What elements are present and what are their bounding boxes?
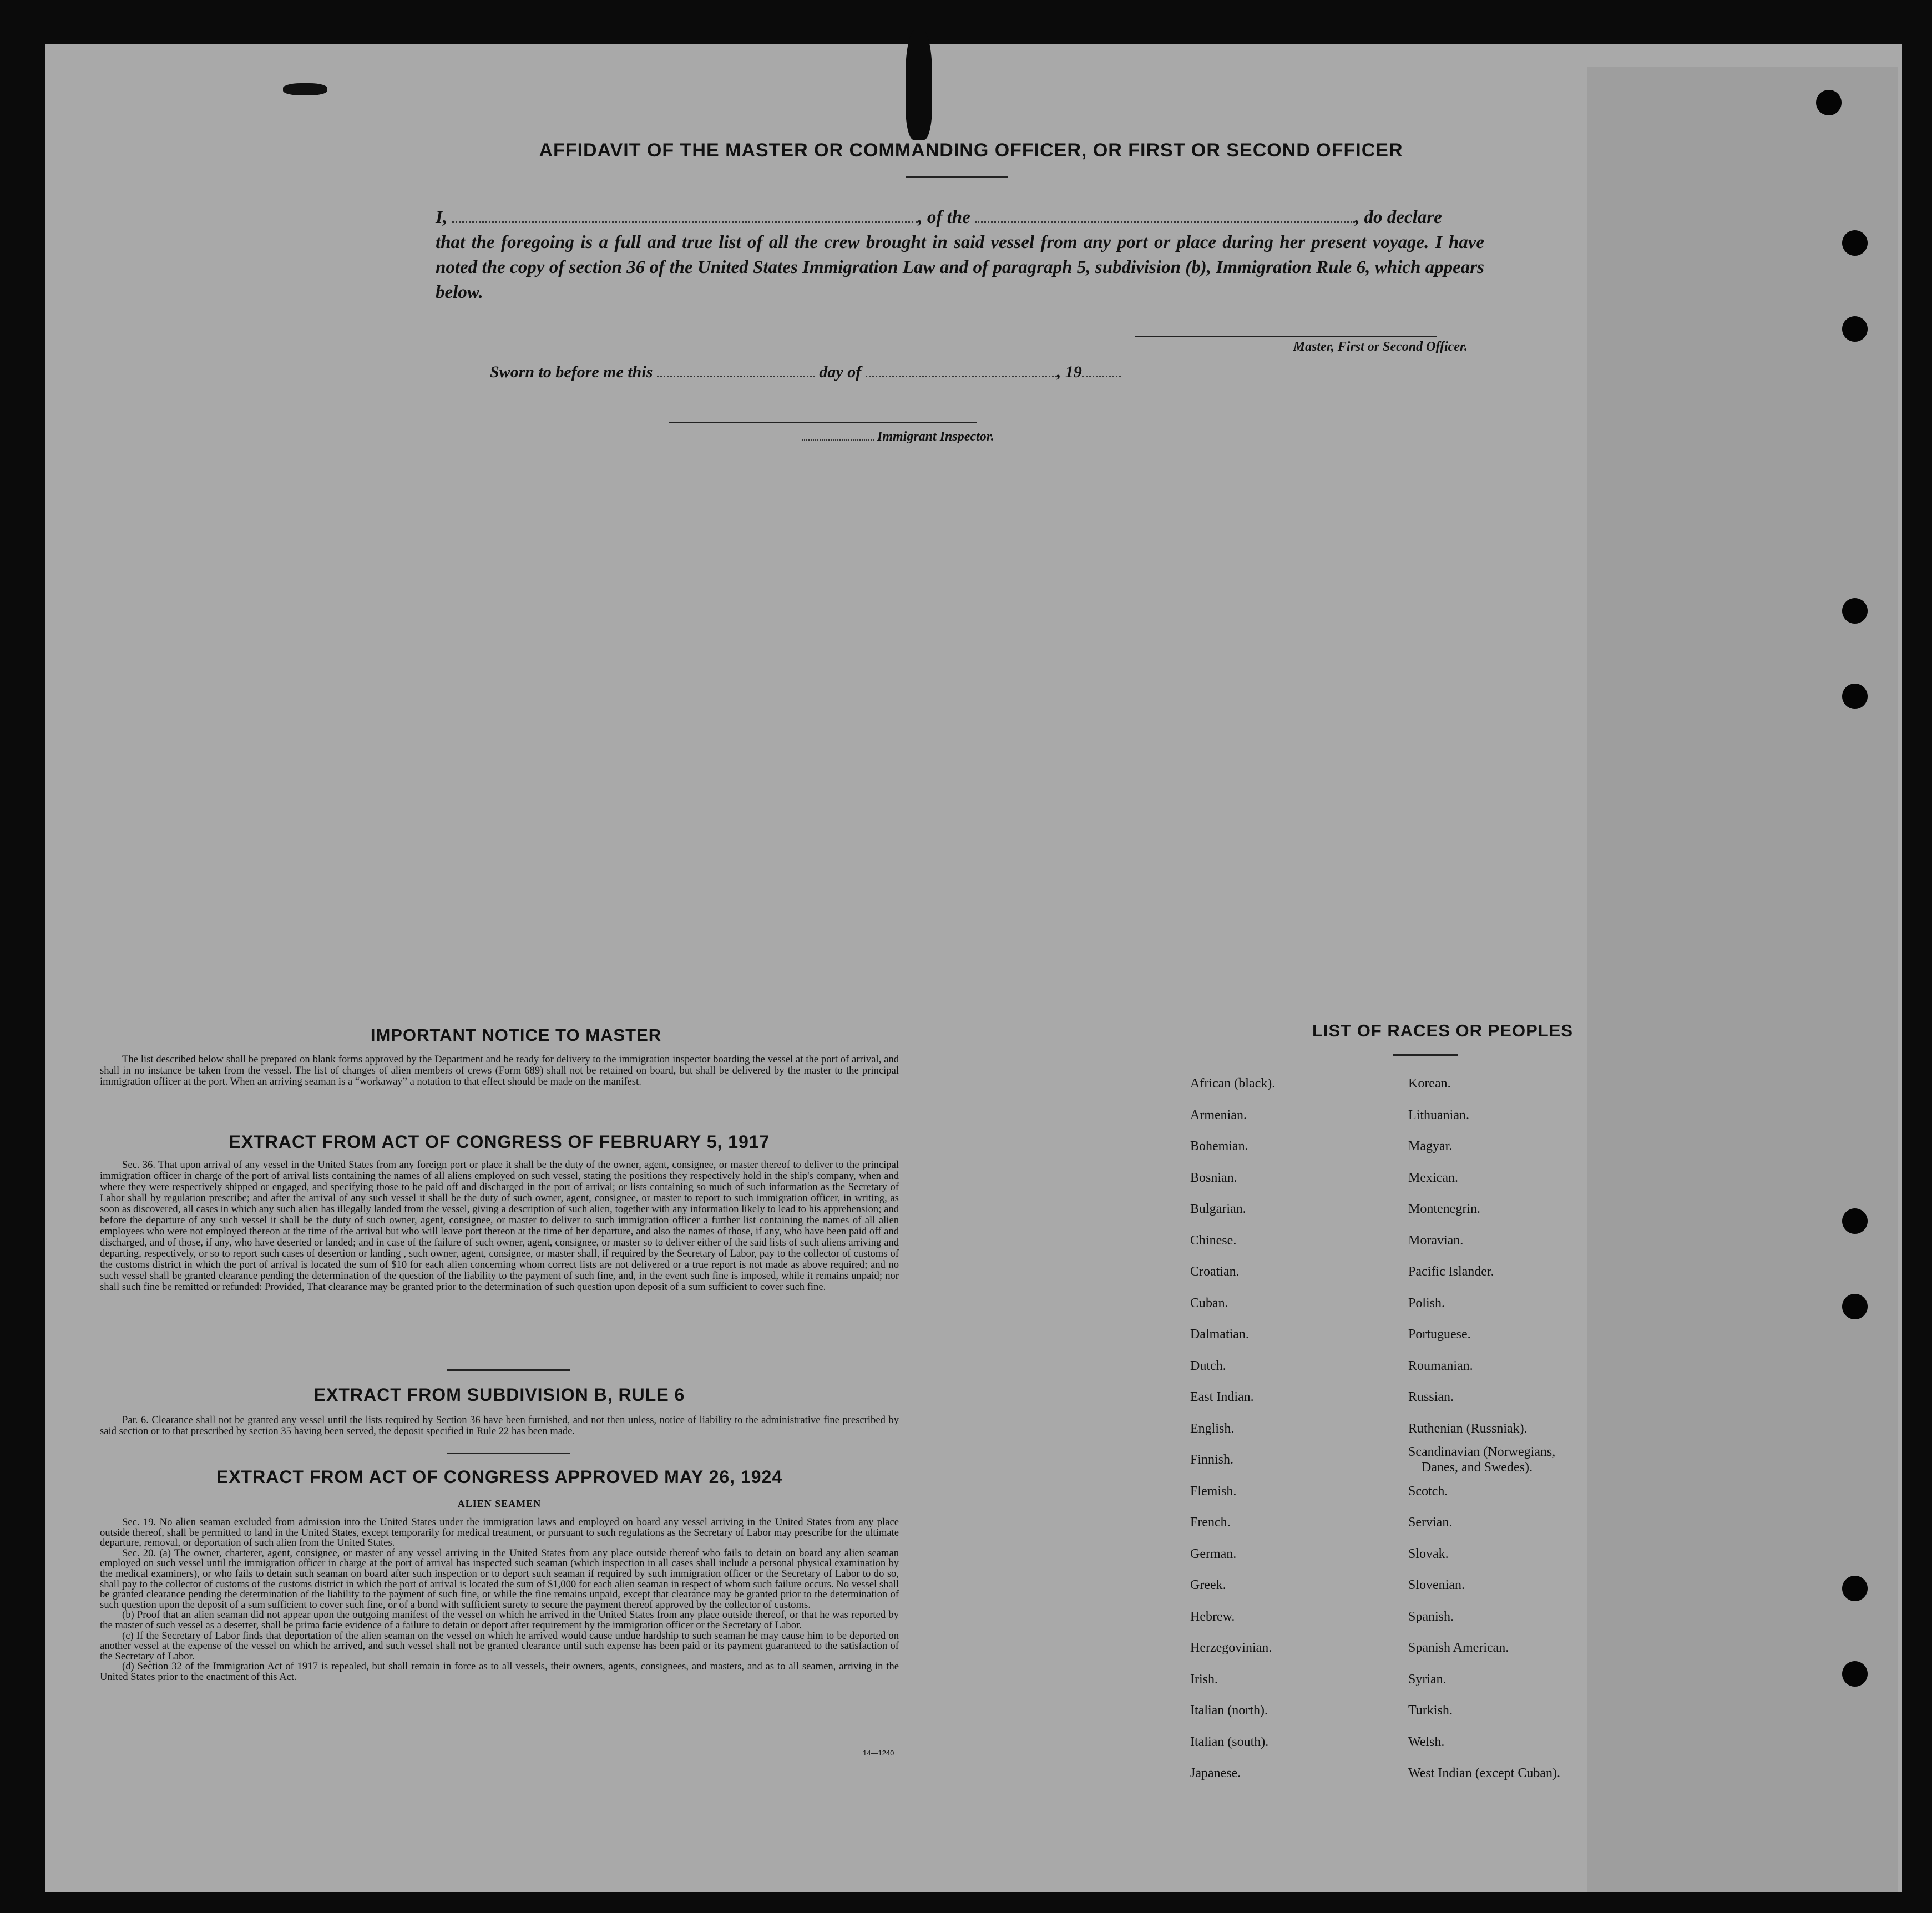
- extract-1917-text: [100, 1160, 899, 1293]
- punch-hole: [1842, 1294, 1868, 1319]
- punch-hole: [1842, 1576, 1868, 1601]
- punch-hole: [1842, 684, 1868, 709]
- declaration-do-declare: , do declare: [1355, 208, 1442, 227]
- divider-rule: [447, 1369, 570, 1371]
- race-item: Cuban.: [1190, 1295, 1228, 1310]
- race-item: Japanese.: [1190, 1766, 1241, 1780]
- inspector-name-field[interactable]: [802, 439, 874, 441]
- extract-1917-title: EXTRACT FROM ACT OF CONGRESS OF FEBRUARY 5, 1917: [229, 1132, 770, 1152]
- race-item: Bulgarian.: [1190, 1202, 1246, 1216]
- punch-hole: [1842, 1208, 1868, 1234]
- race-item: English.: [1190, 1421, 1235, 1436]
- race-item: Greek.: [1190, 1578, 1226, 1592]
- affidavit-title: AFFIDAVIT OF THE MASTER OR COMMANDING OFFICER, OR FIRST OR SECOND OFFICER: [539, 140, 1403, 161]
- affidavit-statement: [436, 205, 1484, 305]
- race-item: Ruthenian (Russniak).: [1408, 1421, 1528, 1436]
- race-item: Portuguese.: [1408, 1327, 1471, 1342]
- master-signature-label: Master, First or Second Officer.: [1293, 340, 1468, 354]
- race-item: Spanish.: [1408, 1609, 1454, 1624]
- race-item: African (black).: [1190, 1076, 1276, 1091]
- race-item: Mexican.: [1408, 1170, 1458, 1185]
- race-item: Armenian.: [1190, 1107, 1247, 1122]
- extract-rule6-title: EXTRACT FROM SUBDIVISION B, RULE 6: [313, 1385, 685, 1405]
- master-signature-line[interactable]: [1135, 336, 1437, 337]
- vessel-name-field[interactable]: [975, 221, 1355, 223]
- race-item: Roumanian.: [1408, 1358, 1473, 1373]
- race-item: Italian (north).: [1190, 1703, 1268, 1718]
- race-item: Servian.: [1408, 1515, 1453, 1530]
- extract-1924-text: [100, 1517, 899, 1683]
- notice-paragraph: The list described below shall be prepared on blank forms approved by the Department and be ready for delivery to the immigration inspector boarding the vessel at the port of arrival, and shall in no instance be taken from the vessel. The list of changes of alien members of crews (Form 689) shall not be retained on board, but shall be delivered by the master to the principal immigration officer at the port. When an arriving seaman is a “workaway” a notation to that effect should be made on the manifest.: [100, 1054, 899, 1087]
- sec-20a-paragraph: Sec. 20. (a) The owner, charterer, agent, consignee, or master of any vessel arriving in the United States from any place outside thereof who fails to detain on board any alien seaman employed on such vessel until the immigration officer in charge at the port of arrival has inspected such seaman (which inspection in all cases shall include a personal physical examination by the medical examiners), or who fails to detain such seaman on board after such inspection or to deport such seaman if required by such immigration officer or the Secretary of Labor to do so, shall pay to the collector of customs of the customs district in which the port of arrival is located the sum of $1,000 for each alien seaman in respect of whom such failure occurs. No vessel shall be granted clearance pending the determination of the liability to the payment of such fine, or while the fine remains unpaid, except that clearance may be granted prior to the determination of such question upon the deposit of a sum sufficient to cover such fine, or of a bond with sufficient surety to secure the payment thereof approved by the collector of customs.: [100, 1547, 899, 1611]
- race-item: Bohemian.: [1190, 1139, 1248, 1153]
- declaration-of-the: , of the: [918, 208, 970, 227]
- punch-hole: [1842, 230, 1868, 256]
- race-item: Bosnian.: [1190, 1170, 1237, 1185]
- sec-19-paragraph: Sec. 19. No alien seaman excluded from admission into the United States under the immigration laws and employed on board any vessel arriving in the United States from any place outside thereof, shall be permitted to land in the United States, except temporarily for medical treatment, or pursuant to such regulations as the Secretary of Labor may prescribe for the ultimate departure, removal, or deportation of such alien from the United States.: [100, 1516, 899, 1549]
- race-item: Hebrew.: [1190, 1609, 1235, 1624]
- race-item: Magyar.: [1408, 1139, 1453, 1153]
- race-item: Moravian.: [1408, 1233, 1464, 1248]
- race-item: Syrian.: [1408, 1672, 1447, 1687]
- race-item: Spanish American.: [1408, 1641, 1509, 1655]
- sworn-day-field[interactable]: [657, 376, 815, 377]
- inspector-signature-line[interactable]: [669, 422, 977, 423]
- affidavit-declaration-line: [436, 205, 1484, 230]
- races-right-column: [1408, 1068, 1560, 1789]
- extract-1917-paragraph: Sec. 36. That upon arrival of any vessel in the United States from any foreign port or place it shall be the duty of the owner, agent, consignee, or master thereof to deliver to the principal immigration officer in charge of the port of arrival lists containing the names of all aliens employed on such vessel, stating the positions they respectively hold in the ship's company, when and where they were respectively shipped or engaged, and specifying those to be paid off and discharged in the port of arrival; or lists containing so much of such information as the Secretary of Labor shall by regulation prescribe; and after the arrival of any such vessel it shall be the duty of such owner, agent, consignee, or master to report to such immigration officer, in writing, as soon as discovered, all cases in which any such alien has illegally landed from the vessel, giving a description of such alien, together with any information likely to lead to his apprehension; and before the departure of any such vessel it shall be the duty of such owner, agent, consignee, or master to deliver to such immigration officer a further list containing the names of all alien employees who were not employed thereon at the time of the arrival but who will leave port thereon at the time of her departure, and also the names of those, if any, who have been paid off and discharged, and of those, if any, who have deserted or landed; and in case of the failure of such owner, agent, consignee, or master so to deliver either of the said lists of such aliens arriving and departing, respectively, or so to report such cases of desertion or landing , such owner, agent, consignee, or master shall, if required by the Secretary of Labor, pay to the collector of customs of the customs district in which the port of arrival is located the sum of $10 for each alien concerning whom correct lists are not delivered or a true report is not made as above required; and no such vessel shall be granted clearance pending the determination of the question of the liability to the payment of such fine, and, in the event such fine is imposed, while it remains unpaid; nor shall such fine be remitted or refunded: Provided, That clearance may be granted prior to the determination of such question upon deposit of a sum sufficient to cover such fine.: [100, 1159, 899, 1293]
- sworn-year-field[interactable]: [1082, 376, 1121, 377]
- torn-mark: [906, 29, 932, 140]
- punch-hole: [1816, 90, 1842, 115]
- race-item: West Indian (except Cuban).: [1408, 1766, 1560, 1780]
- race-item: Herzegovinian.: [1190, 1641, 1272, 1655]
- declarant-name-field[interactable]: [452, 221, 918, 223]
- notice-title: IMPORTANT NOTICE TO MASTER: [370, 1025, 662, 1045]
- punch-hole: [1842, 598, 1868, 624]
- race-item: Dalmatian.: [1190, 1327, 1249, 1342]
- sworn-line: [490, 363, 1121, 382]
- affidavit-body-text: that the foregoing is a full and true list of all the crew brought in said vessel from any port or place during her present voyage. I have noted the copy of section 36 of the United States Immigration Law and of paragraph 5, subdivision (b), Immigration Rule 6, which appears below.: [436, 232, 1484, 302]
- extract-rule6-paragraph: Par. 6. Clearance shall not be granted any vessel until the lists required by Section 36 have been furnished, and not then unless, notice of liability to the administrative fine prescribed by said section or to that prescribed by section 35 having been served, the deposit specified in Rule 22 has been made.: [100, 1414, 899, 1437]
- race-item: Scotch.: [1408, 1484, 1448, 1499]
- sec-20b-paragraph: (b) Proof that an alien seaman did not appear upon the outgoing manifest of the vessel on which he arrived in the United States from any place outside thereof, or that he was reported by the master of such vessel as a deserter, shall be prima facie evidence of a failure to detain or deport after requirement by the immigration officer or the Secretary of Labor.: [100, 1609, 899, 1631]
- race-item: Slovenian.: [1408, 1578, 1465, 1592]
- extract-1924-title: EXTRACT FROM ACT OF CONGRESS APPROVED MAY 26, 1924: [216, 1467, 783, 1487]
- race-item: East Indian.: [1190, 1390, 1254, 1404]
- sec-20c-paragraph: (c) If the Secretary of Labor finds that deportation of the alien seaman on the vessel on which he arrived would cause undue hardship to such seaman he may cause him to be deported on another vessel at the expense of the vessel on which he arrived, and such vessel shall not be granted clearance until such expense has been paid or its payment guaranteed to the satisfaction of the Secretary of Labor.: [100, 1629, 899, 1662]
- race-item: Polish.: [1408, 1295, 1445, 1310]
- race-item: Slovak.: [1408, 1546, 1449, 1561]
- notice-text: [100, 1054, 899, 1087]
- race-item: Dutch.: [1190, 1358, 1226, 1373]
- inspector-line: [802, 429, 994, 444]
- race-item: Italian (south).: [1190, 1734, 1269, 1749]
- inspector-label: Immigrant Inspector.: [877, 429, 994, 444]
- race-item: Korean.: [1408, 1076, 1451, 1091]
- ink-smudge: [283, 83, 327, 95]
- sworn-day-of: day of: [819, 363, 862, 381]
- sworn-prefix: Sworn to before me this: [490, 363, 653, 381]
- race-item: Turkish.: [1408, 1703, 1453, 1718]
- race-item: Chinese.: [1190, 1233, 1237, 1248]
- declaration-i: I,: [436, 208, 448, 227]
- punch-hole: [1842, 1661, 1868, 1687]
- sworn-month-field[interactable]: [866, 376, 1057, 377]
- race-item: Montenegrin.: [1408, 1202, 1480, 1216]
- race-item: Flemish.: [1190, 1484, 1237, 1499]
- form-number: 14—1240: [863, 1749, 894, 1757]
- race-item: Welsh.: [1408, 1734, 1445, 1749]
- race-item: Croatian.: [1190, 1264, 1240, 1279]
- race-item: Finnish.: [1190, 1453, 1234, 1467]
- affidavit-title-rule: [906, 176, 1008, 178]
- sec-20d-paragraph: (d) Section 32 of the Immigration Act of 1917 is repealed, but shall remain in force as to all vessels, their owners, agents, consignees, and masters, and as to all seamen, arriving in the United States prior to the enactment of this Act.: [100, 1661, 899, 1683]
- alien-seamen-subtitle: ALIEN SEAMEN: [457, 1498, 542, 1509]
- divider-rule: [447, 1453, 570, 1454]
- races-title: LIST OF RACES OR PEOPLES: [1312, 1021, 1574, 1040]
- sworn-year: , 19: [1056, 363, 1082, 381]
- race-item: French.: [1190, 1515, 1231, 1530]
- extract-rule6-text: [100, 1415, 899, 1437]
- race-item: Scandinavian (Norwegians, Danes, and Swedes).: [1408, 1445, 1556, 1475]
- race-item: Irish.: [1190, 1672, 1218, 1687]
- race-item: Lithuanian.: [1408, 1107, 1469, 1122]
- race-item: Pacific Islander.: [1408, 1264, 1494, 1279]
- races-left-column: [1190, 1068, 1275, 1789]
- race-item: German.: [1190, 1546, 1237, 1561]
- punch-hole: [1842, 316, 1868, 342]
- race-item: Russian.: [1408, 1390, 1454, 1404]
- races-title-rule: [1393, 1054, 1458, 1056]
